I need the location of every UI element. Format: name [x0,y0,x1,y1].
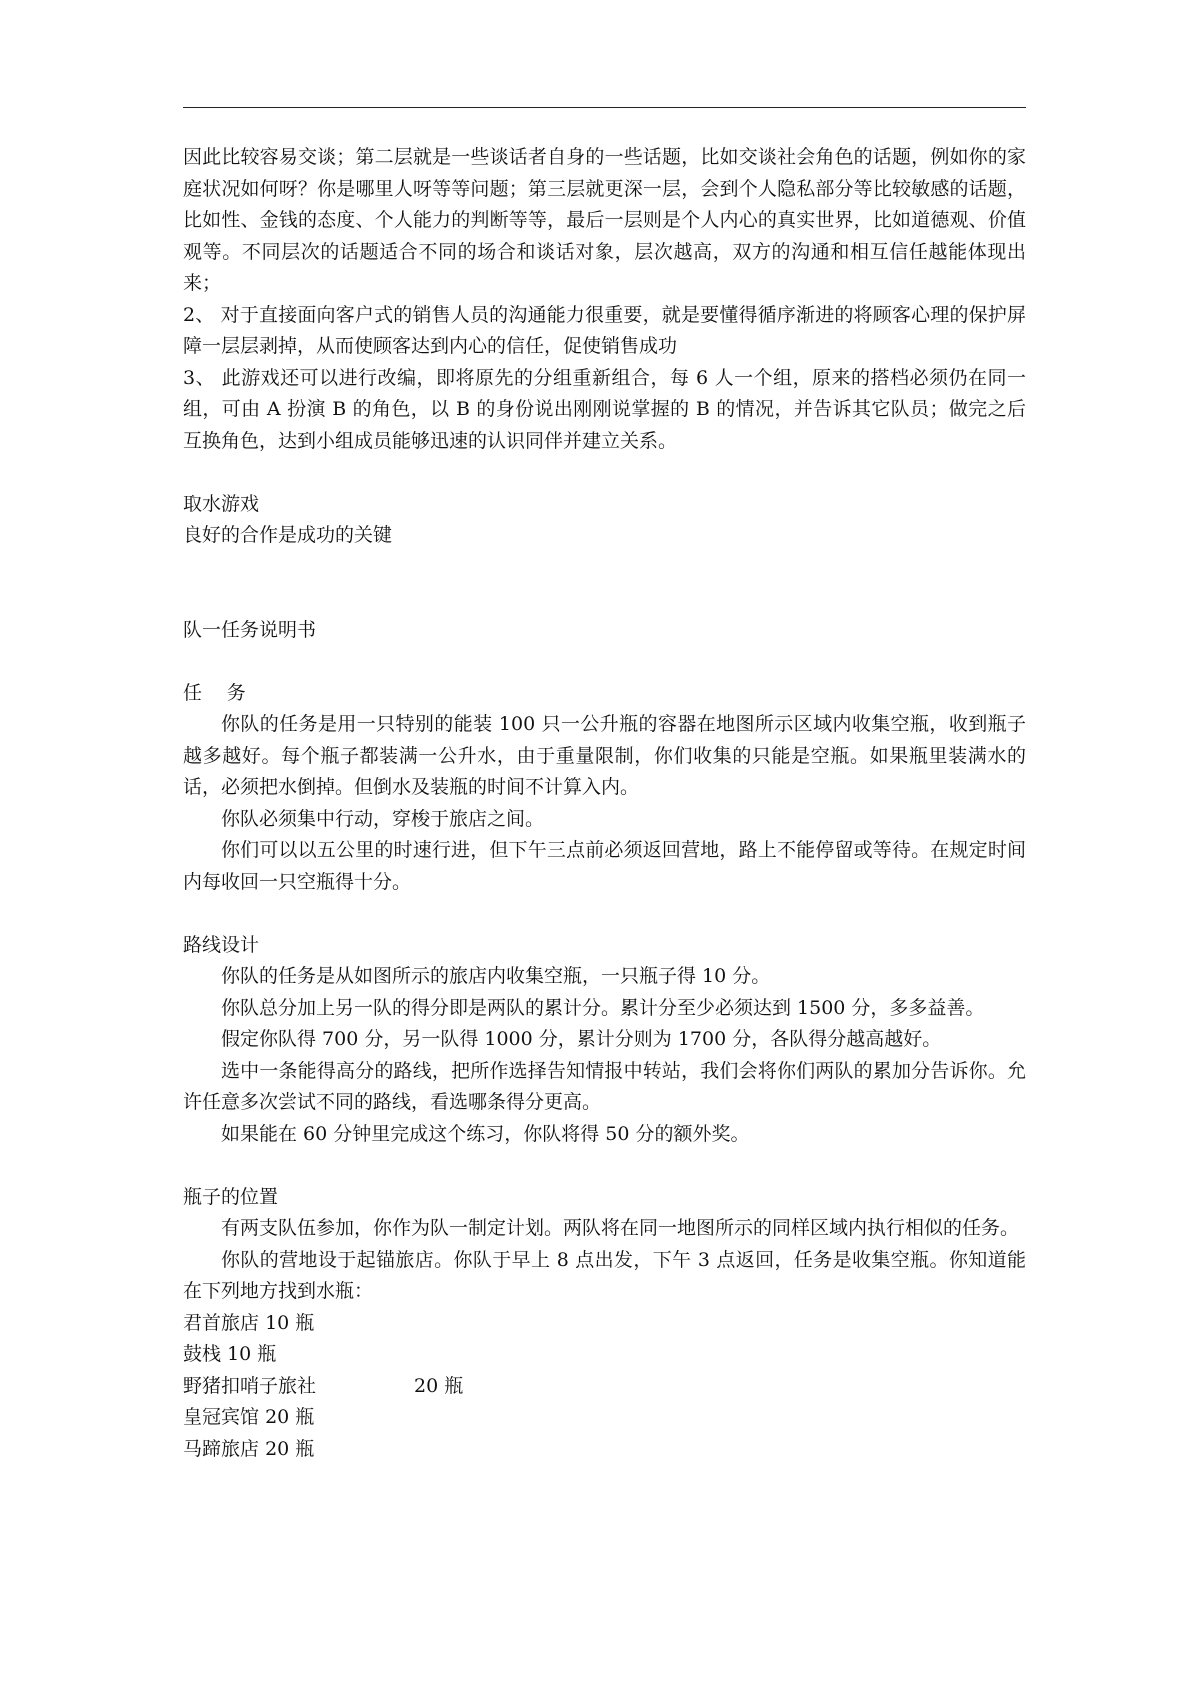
location-name: 皇冠宾馆 [183,1406,260,1428]
location-name: 野猪扣哨子旅社 [183,1374,317,1397]
location-item [183,1339,1026,1371]
location-item [183,1308,1026,1340]
location-name: 鼓栈 [183,1343,222,1365]
numbered-point-3: 3、 此游戏还可以进行改编，即将原先的分组重新组合，每 6 人一个组，原来的搭档必须仍在同一组，可由 A 扮演 B 的角色，以 B 的身份说出刚刚说掌握的 B 的情况，并告诉其它队员；做完之后互换角色，达到小组成员能够迅速的认识同伴并建立关系。 [183,366,1026,452]
game-title: 取水游戏 [183,492,260,515]
bottles-paragraph-1: 有两支队伍参加，你作为队一制定计划。两队将在同一地图所示的同样区域内执行相似的任务。 [221,1217,1020,1239]
bottles-paragraph-2: 你队的营地设于起锚旅店。你队于早上 8 点出发，下午 3 点返回，任务是收集空瓶。你知道能在下列地方找到水瓶： [183,1248,1026,1302]
brief-title: 队一任务说明书 [183,618,317,641]
location-name: 马蹄旅店 [183,1437,260,1460]
route-paragraph-2: 你队总分加上另一队的得分即是两队的累计分。累计分至少必须达到 1500 分，多多益善。 [221,996,985,1019]
location-count: 20 瓶 [414,1374,464,1397]
document-body [183,142,1026,1465]
location-count: 10 瓶 [265,1311,315,1334]
numbered-point-2: 2、 对于直接面向客户式的销售人员的沟通能力很重要，就是要懂得循序渐进的将顾客心理的保护屏障一层层剥掉，从而使顾客达到内心的信任，促使销售成功 [183,303,1026,357]
location-count: 20 瓶 [265,1406,315,1428]
paragraph-continuation: 因此比较容易交谈；第二层就是一些谈话者自身的一些话题，比如交谈社会角色的话题，例如你的家庭状况如何呀？你是哪里人呀等等问题；第三层就更深一层，会到个人隐私部分等比较敏感的话题，比如性、金钱的态度、个人能力的判断等等，最后一层则是个人内心的真实世界，比如道德观、价值观等。不同层次的话题适合不同的场合和谈话对象，层次越高，双方的沟通和相互信任越能体现出来； [183,146,1026,294]
route-heading: 路线设计 [183,933,260,956]
location-item [183,1371,1026,1403]
location-item [183,1434,1026,1466]
route-paragraph-3: 假定你队得 700 分，另一队得 1000 分，累计分则为 1700 分，各队得分越高越好。 [221,1028,942,1050]
location-count: 20 瓶 [265,1437,315,1460]
task-paragraph-1: 你队的任务是用一只特别的能装 100 只一公升瓶的容器在地图所示区域内收集空瓶，收到瓶子越多越好。每个瓶子都装满一公升水，由于重量限制，你们收集的只能是空瓶。如果瓶里装满水的话，必须把水倒掉。但倒水及装瓶的时间不计算入内。 [183,713,1026,798]
task-heading: 任务 [183,681,271,704]
game-subtitle: 良好的合作是成功的关键 [183,524,393,546]
header-rule [183,107,1026,108]
route-paragraph-4: 选中一条能得高分的路线，把所作选择告知情报中转站，我们会将你们两队的累加分告诉你。允许任意多次尝试不同的路线，看选哪条得分更高。 [183,1059,1026,1113]
route-paragraph-1: 你队的任务是从如图所示的旅店内收集空瓶，一只瓶子得 10 分。 [221,965,771,987]
task-paragraph-3: 你们可以以五公里的时速行进，但下午三点前必须返回营地，路上不能停留或等待。在规定时间内每收回一只空瓶得十分。 [183,839,1026,893]
location-name: 君首旅店 [183,1311,260,1334]
task-paragraph-2: 你队必须集中行动，穿梭于旅店之间。 [221,807,545,830]
route-paragraph-5: 如果能在 60 分钟里完成这个练习，你队将得 50 分的额外奖。 [221,1122,750,1145]
location-item [183,1402,1026,1434]
location-count: 10 瓶 [227,1343,277,1365]
bottles-heading: 瓶子的位置 [183,1185,279,1208]
